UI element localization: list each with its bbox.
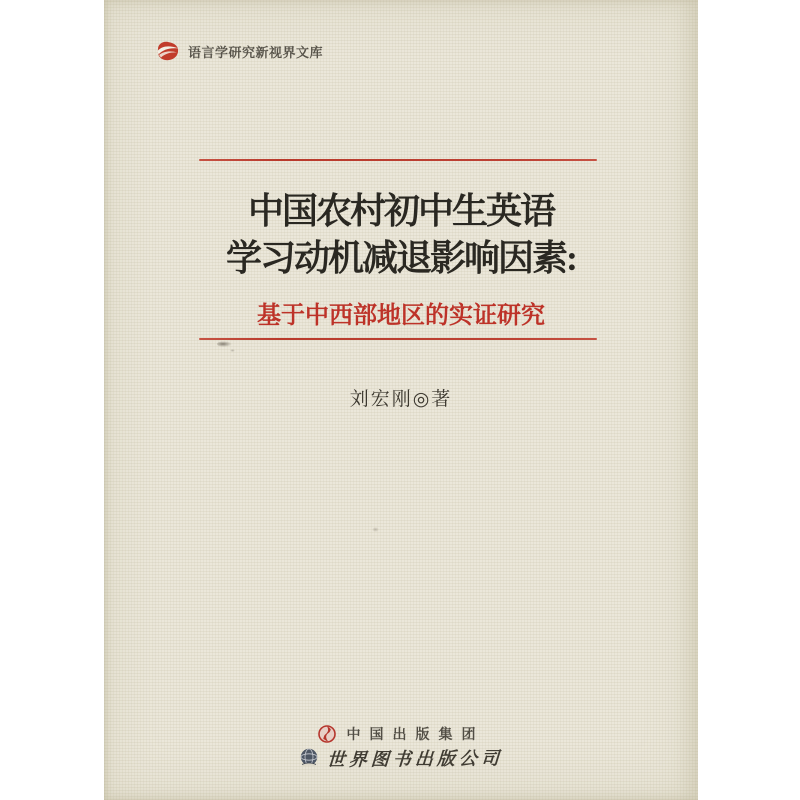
series-row xyxy=(156,38,323,64)
series-logo-icon xyxy=(156,40,180,62)
fabric-speck xyxy=(372,527,379,532)
series-title: 语言学研究新视界文库 xyxy=(188,44,324,60)
publisher-company-logo-icon xyxy=(299,748,319,768)
author-line: 刘宏刚◎著 xyxy=(349,389,453,410)
top-divider-rule xyxy=(199,159,597,161)
bottom-divider-rule xyxy=(199,338,597,340)
book-title-line1: 中国农村初中生英语 xyxy=(247,191,554,231)
book-subtitle: 基于中西部地区的实证研究 xyxy=(257,303,545,329)
publisher-company-name: 世界图书出版公司 xyxy=(326,748,504,770)
book-title xyxy=(104,188,698,282)
publisher-group-name: 中国出版集团 xyxy=(346,726,485,742)
publisher-company-row xyxy=(104,745,698,771)
publisher-group-logo-icon xyxy=(318,725,336,743)
book-title-line2: 学习动机减退影响因素: xyxy=(226,238,576,278)
book-cover xyxy=(104,0,698,800)
fabric-speck xyxy=(230,349,235,352)
ink-smudge xyxy=(217,341,232,347)
publisher-group-row xyxy=(104,724,698,744)
